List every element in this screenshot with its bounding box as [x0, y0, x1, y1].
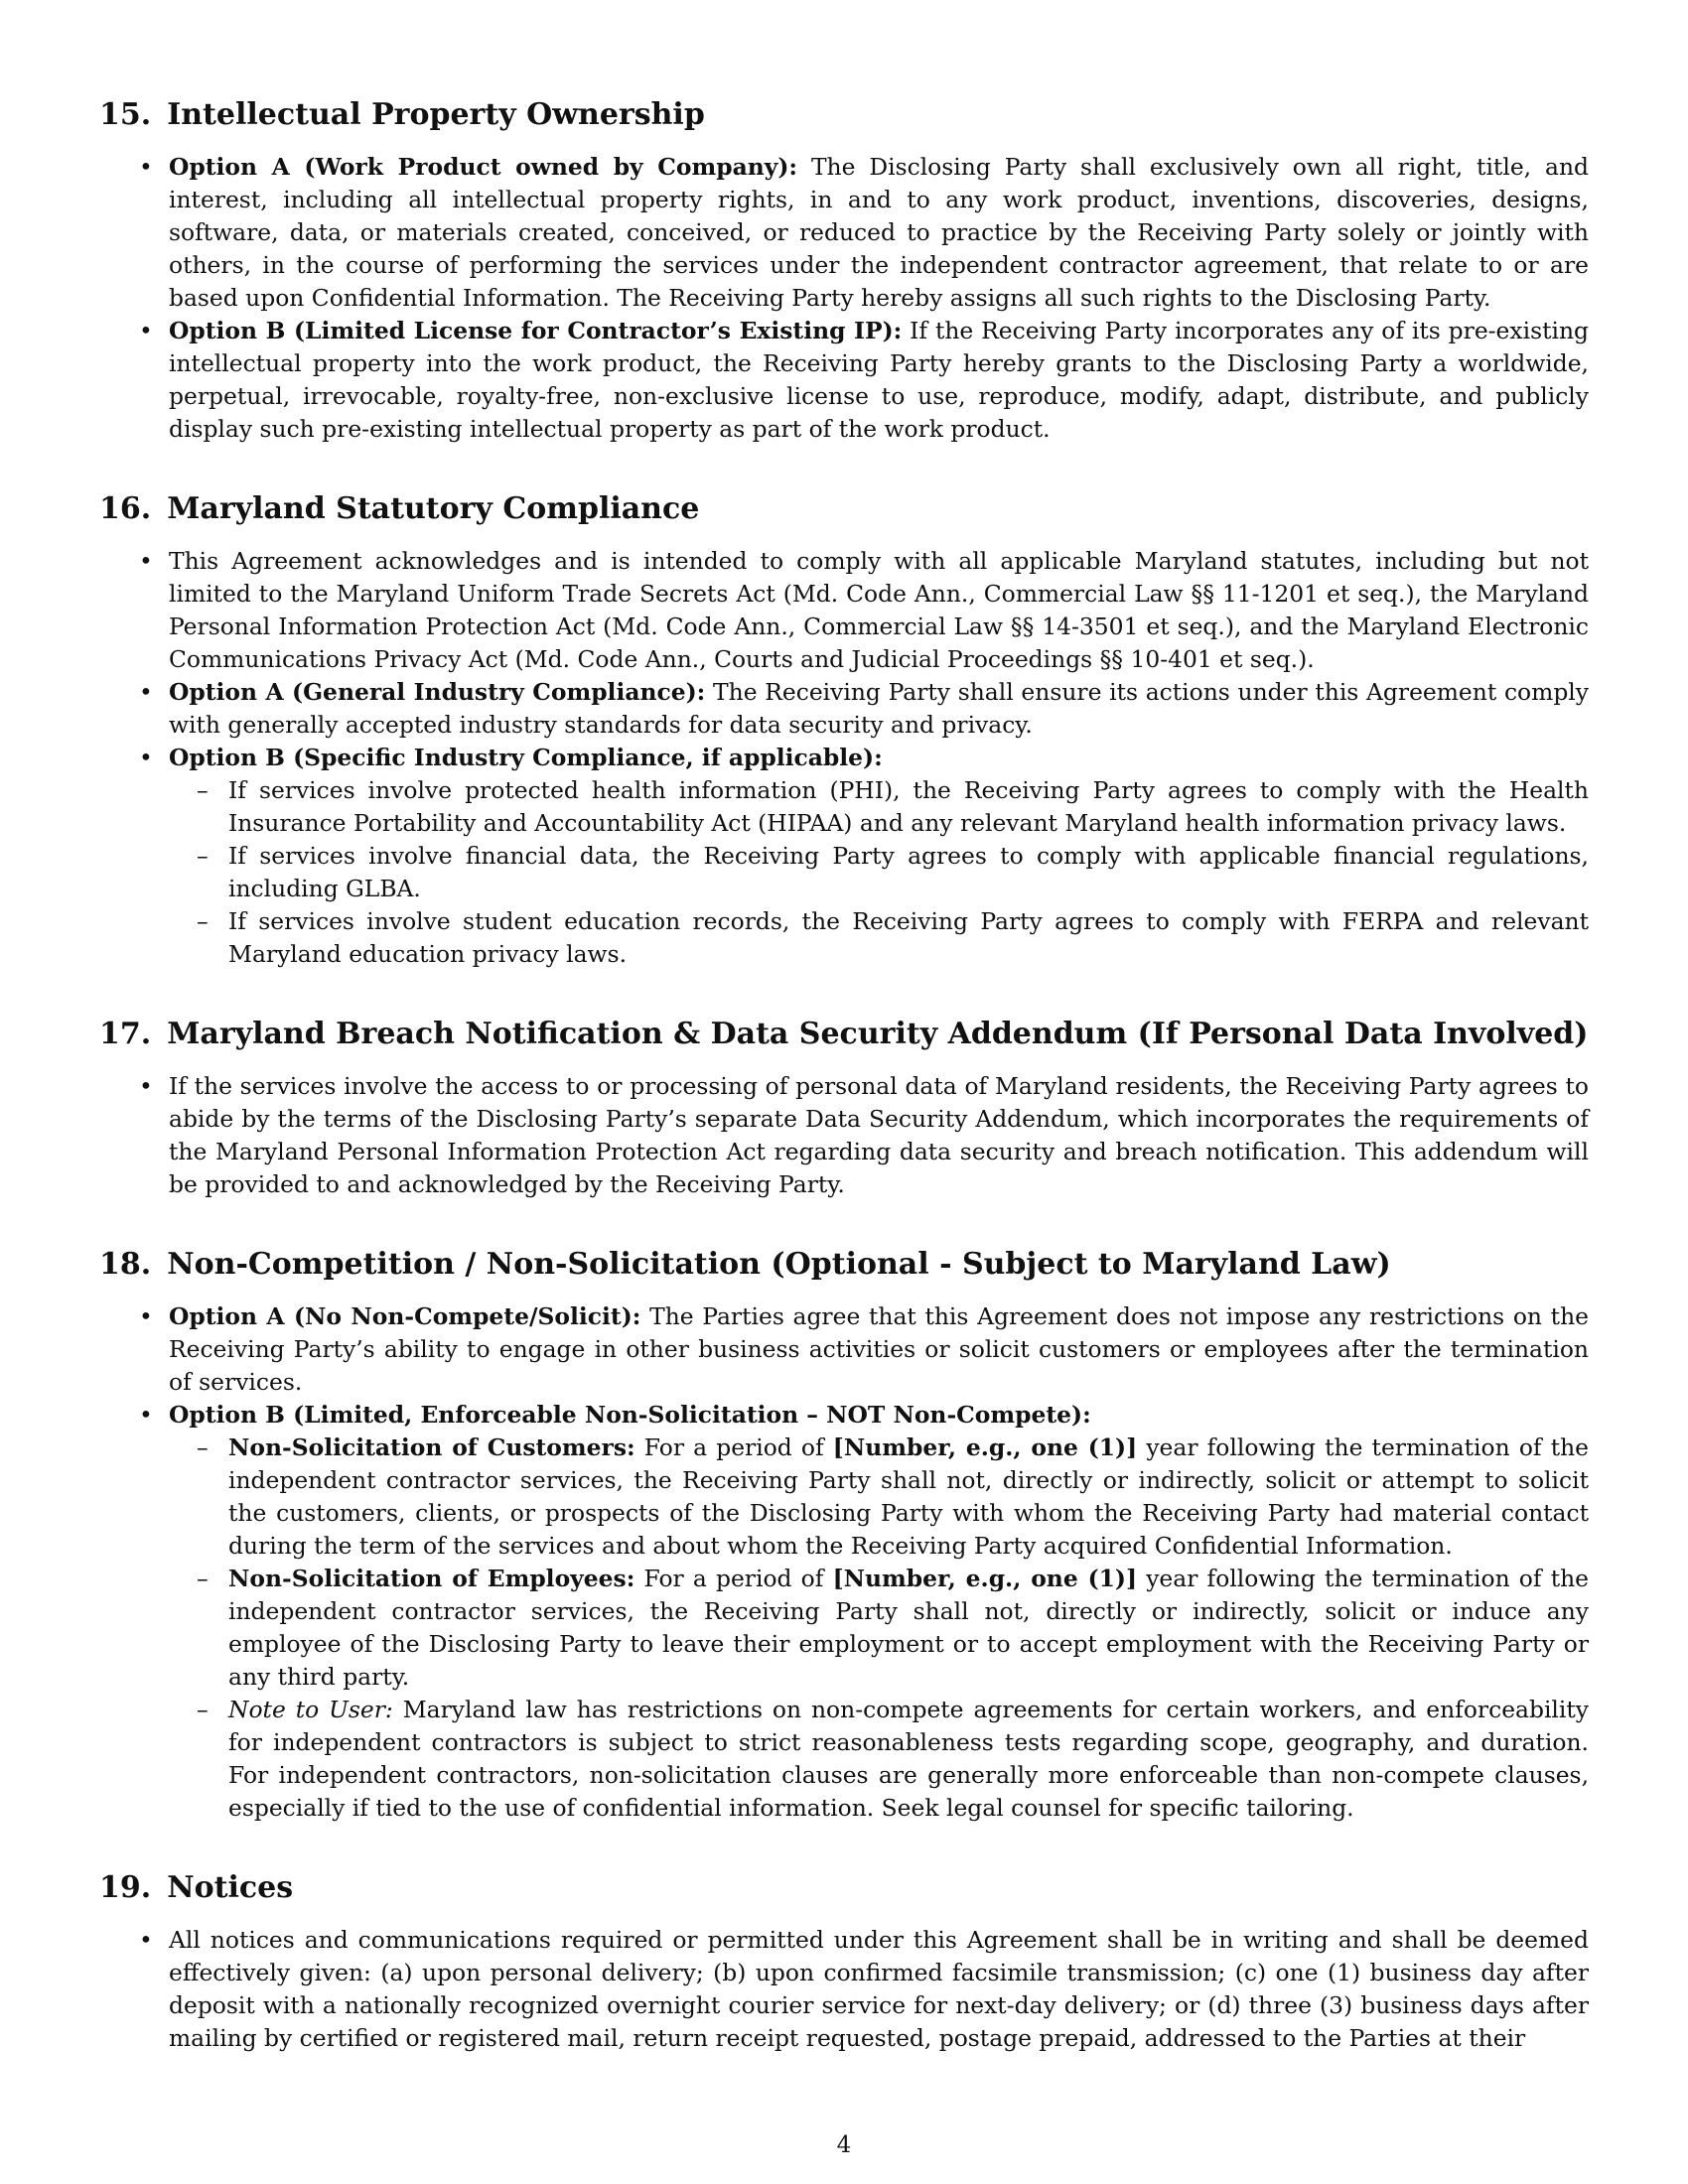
item-text-pre: For a period of [634, 1565, 833, 1592]
section-title: Intellectual Property Ownership [167, 97, 705, 132]
item-text: If services involve student education records, the Receiving Party agrees to comply with FERPA and relevant Maryland education privacy laws. [228, 907, 1589, 968]
section-heading [99, 489, 1589, 529]
list-item [99, 1399, 1589, 1825]
list-item [99, 1300, 1589, 1399]
sub-list-item [169, 905, 1589, 971]
sub-list-item [169, 774, 1589, 840]
item-text: year following the termination of the independent contractor services, the Receiving Party shall not, directly or indirectly, solicit or induce any employee of the Disclosing Party to leave their employment or to accept employment with the Receiving Party or any third party. [228, 1565, 1589, 1691]
bullet-list [99, 151, 1589, 446]
section-15 [99, 95, 1589, 446]
option-label: Option A (General Industry Compliance): [169, 678, 706, 706]
list-item [99, 315, 1589, 446]
item-text: The Receiving Party shall ensure its actions under this Agreement comply with generally accepted industry standards for data security and privacy. [169, 678, 1589, 739]
section-title: Maryland Breach Notification & Data Security Addendum (If Personal Data Involved) [167, 1017, 1589, 1051]
section-number: 16. [99, 491, 152, 526]
section-heading [99, 1015, 1589, 1054]
item-text: All notices and communications required or permitted under this Agreement shall be in writing and shall be deemed effectively given: (a) upon personal delivery; (b) upon confirmed facsimile transmission; (c) one (1) business day after deposit with a nationally recognized overnight courier service for next-day delivery; or (d) three (3) business days after mailing by certified or registered mail, return receipt requested, postage prepaid, addressed to the Parties at their [169, 1926, 1589, 2052]
bullet-list [99, 545, 1589, 971]
sub-list-item [169, 1694, 1589, 1825]
item-text: Maryland law has restrictions on non-compete agreements for certain workers, and enforceability for independent contractors is subject to strict reasonableness tests regarding scope, geography, and duration. For independent contractors, non-solicitation clauses are generally more enforceable than non-compete clauses, especially if tied to the use of confidential information. Seek legal counsel for specific tailoring. [228, 1696, 1590, 1822]
option-label: Option A (No Non-Compete/Solicit): [169, 1302, 641, 1330]
list-item [99, 676, 1589, 742]
item-text: The Parties agree that this Agreement does not impose any restrictions on the Receiving Party’s ability to engage in other business activities or solicit customers or employees after the termination of services. [169, 1302, 1589, 1396]
list-item [99, 151, 1589, 315]
placeholder-field: [Number, e.g., one (1)] [832, 1433, 1138, 1461]
item-text-pre: For a period of [634, 1433, 833, 1461]
item-text: If services involve protected health information (PHI), the Receiving Party agrees to comply with the Health Insurance Portability and Accountability Act (HIPAA) and any relevant Maryland health information privacy laws. [228, 776, 1589, 837]
option-label: Option B (Limited License for Contractor’s Existing IP): [169, 317, 903, 344]
sub-list [169, 774, 1589, 971]
note-label: Note to User: [228, 1696, 393, 1723]
list-item [99, 1070, 1589, 1201]
item-text: If the services involve the access to or processing of personal data of Maryland residents, the Receiving Party agrees to abide by the terms of the Disclosing Party’s separate Data Security Addendum, which incorporates the requirements of the Maryland Personal Information Protection Act regarding data security and breach notification. This addendum will be provided to and acknowledged by the Receiving Party. [169, 1072, 1589, 1198]
list-item [99, 1924, 1589, 2055]
item-text: If services involve financial data, the Receiving Party agrees to comply with applicable financial regulations, including GLBA. [228, 842, 1589, 902]
section-heading [99, 1868, 1589, 1908]
sub-list [169, 1432, 1589, 1825]
section-number: 18. [99, 1247, 152, 1282]
section-16 [99, 489, 1589, 971]
list-item [99, 742, 1589, 971]
section-heading [99, 95, 1589, 135]
bullet-list [99, 1070, 1589, 1201]
sub-item-label: Non-Solicitation of Employees: [228, 1565, 635, 1592]
bullet-list [99, 1300, 1589, 1825]
section-title: Maryland Statutory Compliance [167, 491, 700, 526]
page-number: 4 [836, 2132, 852, 2158]
item-text: The Disclosing Party shall exclusively own all right, title, and interest, including all intellectual property rights, in and to any work product, inventions, discoveries, designs, software, data, or materials created, conceived, or reduced to practice by the Receiving Party solely or jointly with others, in the course of performing the services under the independent contractor agreement, that relate to or are based upon Confidential Information. The Receiving Party hereby assigns all such rights to the Disclosing Party. [169, 153, 1589, 312]
section-18 [99, 1245, 1589, 1825]
item-text: This Agreement acknowledges and is intended to comply with all applicable Maryland statutes, including but not limited to the Maryland Uniform Trade Secrets Act (Md. Code Ann., Commercial Law §§ 11-1201 et seq.), the Maryland Personal Information Protection Act (Md. Code Ann., Commercial Law §§ 14-3501 et seq.), and the Maryland Electronic Communications Privacy Act (Md. Code Ann., Courts and Judicial Proceedings §§ 10-401 et seq.). [169, 547, 1589, 673]
section-title: Notices [167, 1870, 294, 1905]
placeholder-field: [Number, e.g., one (1)] [832, 1565, 1138, 1592]
sub-list-item [169, 840, 1589, 905]
sub-list-item [169, 1432, 1589, 1563]
section-title: Non-Competition / Non-Solicitation (Optional - Subject to Maryland Law) [167, 1247, 1391, 1282]
item-text: year following the termination of the independent contractor services, the Receiving Party shall not, directly or indirectly, solicit or attempt to solicit the customers, clients, or prospects of the Disclosing Party with whom the Receiving Party had material contact during the term of the services and about whom the Receiving Party acquired Confidential Information. [228, 1433, 1589, 1560]
option-label: Option A (Work Product owned by Company): [169, 153, 798, 181]
sub-list-item [169, 1563, 1589, 1694]
section-number: 15. [99, 97, 152, 132]
item-text: If the Receiving Party incorporates any of its pre-existing intellectual property into the work product, the Receiving Party hereby grants to the Disclosing Party a worldwide, perpetual, irrevocable, royalty-free, non-exclusive license to use, reproduce, modify, adapt, distribute, and publicly display such pre-existing intellectual property as part of the work product. [169, 317, 1589, 443]
list-item [99, 545, 1589, 676]
section-19 [99, 1868, 1589, 2055]
section-heading [99, 1245, 1589, 1285]
sub-item-label: Non-Solicitation of Customers: [228, 1433, 635, 1461]
section-number: 17. [99, 1017, 152, 1051]
section-17 [99, 1015, 1589, 1201]
bullet-list [99, 1924, 1589, 2055]
section-number: 19. [99, 1870, 152, 1905]
document-page [99, 95, 1589, 2099]
option-label: Option B (Specific Industry Compliance, if applicable): [169, 744, 883, 771]
option-label: Option B (Limited, Enforceable Non-Solicitation – NOT Non-Compete): [169, 1401, 1091, 1429]
